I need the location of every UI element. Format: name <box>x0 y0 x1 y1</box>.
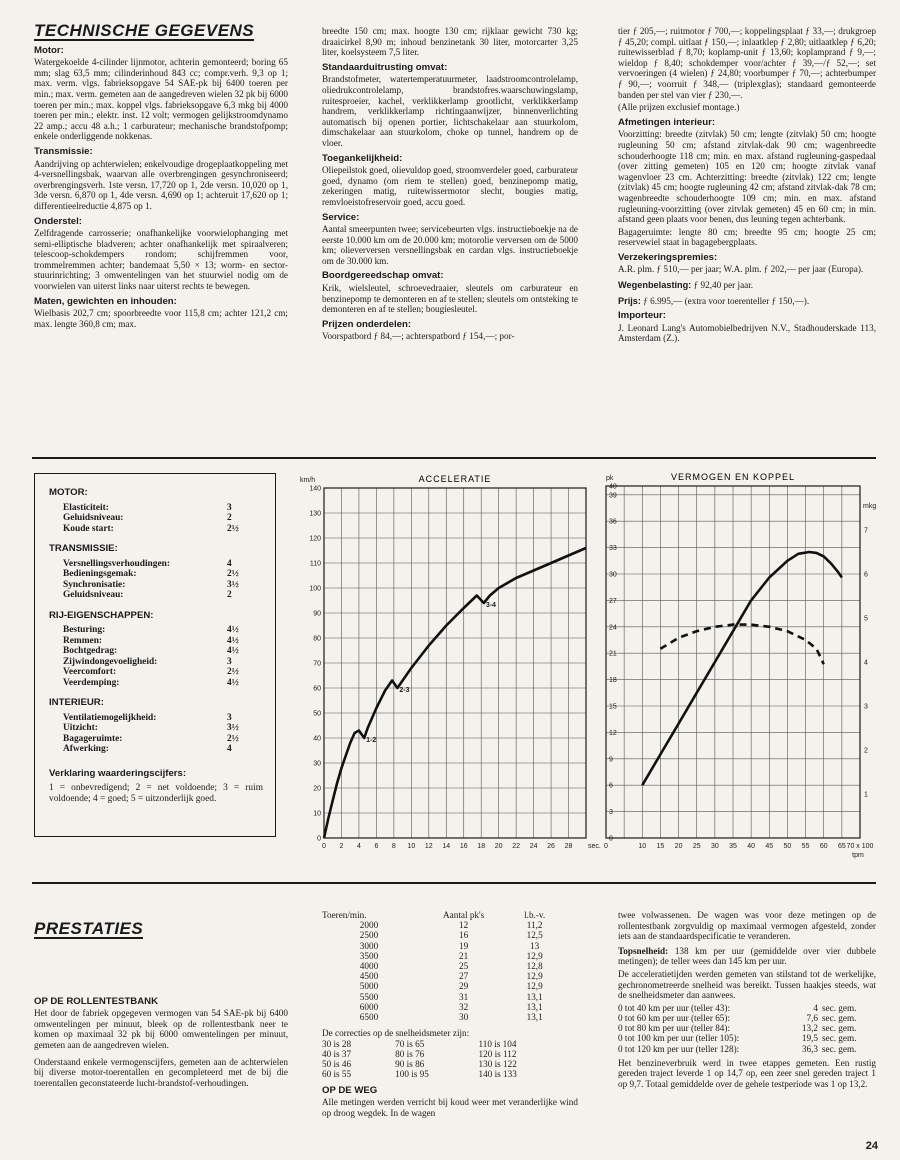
power-table-head-cell: Toeren/min. <box>322 910 367 920</box>
perf-col-3 <box>618 910 876 1092</box>
power-table-row <box>322 971 562 981</box>
gear-change-label: 1-2 <box>366 737 377 744</box>
rating-row <box>49 723 267 734</box>
x-tick-label: 0 <box>604 843 608 850</box>
rating-value: 3½ <box>227 723 239 733</box>
y-tick-label: 70 <box>313 660 321 668</box>
chart-title: ACCELERATIE <box>418 474 492 484</box>
x-tick-label: 20 <box>674 843 683 850</box>
acceleration-cell: 19,5 <box>801 1033 818 1044</box>
y-tick-label: 15 <box>609 703 617 711</box>
x-tick-label: 14 <box>442 843 451 850</box>
rollentest-para-2: Onderstaand enkele vermogenscijfers, gemeten aan de achterwielen bij diverse motor-toerentallen en gecompleteerd met de bij die toerentallen geconstateerde lucht-brandstof-verhoudingen. <box>34 1056 288 1088</box>
spec-para: A.R. plm. ƒ 510,— per jaar; W.A. plm. ƒ 202,— per jaar (Europa). <box>618 264 864 275</box>
spec-heading: Prijzen onderdelen: <box>322 318 412 330</box>
rating-value: 3½ <box>227 579 239 590</box>
power-torque-chart <box>596 466 896 864</box>
power-table-row <box>322 941 562 951</box>
power-table-cell: 2500 <box>359 930 379 941</box>
acceleration-row <box>618 1044 876 1054</box>
x-tick-label: 55 <box>801 843 810 850</box>
spec-para: tier ƒ 205,—; ruitmotor ƒ 700,—; koppelingsplaat ƒ 33,—; drukgroep ƒ 45,20; compl. uitlaat ƒ 150,—; inlaatklep ƒ 2,80; uitlaatklep ƒ 6,20; ruitewisserblad ƒ 8,70; koplamp-unit ƒ 13,60; koplamprand ƒ 9,—; wieldop ƒ 8,40; schokdemper voor/achter ƒ 39,—/ƒ 52,—; set vervoeringen (4 wielen) ƒ 24,80; voorbumper ƒ 70,—; achterbumper ƒ 90,—; voorruit ƒ 348,— (triplexglas); standaard gemonteerde banden per stel van vier ƒ 230,—. <box>618 26 876 100</box>
acceleration-cell: 0 tot 100 km per uur (teller 105): <box>618 1033 740 1044</box>
rating-label: Bochtgedrag: <box>63 646 118 656</box>
x-tick-label: 50 <box>783 843 792 850</box>
rating-row <box>49 713 267 724</box>
top-speed-para <box>618 946 876 967</box>
acceleration-intro: De acceleratietijden werden gemeten van stilstand tot de werkelijke, gechronometreerde snelheid was bereikt. Tussen haakjes steeds, wat de snelheidsmeter dan aanwees. <box>618 968 876 1001</box>
power-table-cell: 13,1 <box>526 991 543 1002</box>
tech-col-2-body <box>322 26 578 342</box>
x-tick-label: 24 <box>529 843 538 850</box>
power-table-cell: 11,2 <box>526 920 543 931</box>
acceleration-row <box>618 1033 876 1043</box>
y-axis-label: km/h <box>300 477 316 484</box>
correction-row <box>322 1059 572 1069</box>
x-tick-label: 6 <box>374 843 379 850</box>
y-tick-label: 30 <box>609 571 617 579</box>
x-tick-label: 26 <box>547 843 555 850</box>
rating-row <box>49 636 267 647</box>
rating-label: Zijwindongevoeligheid: <box>63 656 158 667</box>
power-table-cell: 29 <box>459 981 469 992</box>
rating-value: 2 <box>227 590 232 600</box>
y-tick-label: 9 <box>609 756 613 764</box>
acceleration-cell: 13,2 <box>801 1023 818 1034</box>
correction-row <box>322 1069 572 1079</box>
y-tick-label: 100 <box>309 585 321 593</box>
power-table-cell: 30 <box>459 1012 469 1023</box>
rating-row <box>49 646 267 657</box>
x-tick-label: 22 <box>512 843 521 850</box>
rating-group-title: TRANSMISSIE: <box>49 543 118 554</box>
spec-heading: Importeur: <box>618 310 666 322</box>
rating-group-title: MOTOR: <box>49 487 88 498</box>
power-table-cell: 6500 <box>359 1012 379 1023</box>
power-table-cell: 6000 <box>359 1001 379 1012</box>
y-tick-label: 39 <box>609 492 617 500</box>
road-para-1: Alle metingen werden verricht bij koud weer met veranderlijke wind op droog wegdek. In de wagen <box>322 1097 578 1118</box>
y-tick-label: 110 <box>309 560 321 568</box>
acceleration-cell: 7,6 <box>806 1012 818 1023</box>
chart-title: VERMOGEN EN KOPPEL <box>670 472 796 482</box>
power-table-row <box>322 992 562 1002</box>
rating-row <box>49 667 267 678</box>
spec-para: Watergekoelde 4-cilinder lijnmotor, achterin gemonteerd; boring 65 mm; slag 63,5 mm; cilinderinhoud 843 cc; compr.verh. 9,3 op 1; max. verm. vlgs. fabrieksopgave 54 SAE-pk bij 6400 toeren per min.; max. verm. gemeten aan de aangedreven wielen 32 pk bij 6000 toeren per min.; max. koppel vlgs. fabrieksopgave 6,3 mkg bij 4000 toeren per min.; elektr. inst. 12 volt; vermogen gelijkstroomdynamo 22 amp.; accu 48 a.h.; 1 carburateur; mechanische brandstofpomp; enkele onderliggende nokkenas. <box>34 57 288 142</box>
y-tick-label: 0 <box>317 835 321 843</box>
road-para-2: twee volwassenen. De wagen was voor deze metingen op de rollentestbank zorgvuldig op maximaal vermogen afgesteld, zonder iets aan de standaardspecificatie te veranderen. <box>618 910 876 942</box>
x-tick-label: 10 <box>407 843 416 850</box>
x-tick-label: 60 <box>819 843 828 850</box>
correction-row <box>322 1049 572 1059</box>
acceleration-cell: 0 tot 60 km per uur (teller 65): <box>618 1012 731 1023</box>
rating-value: 2½ <box>227 569 239 579</box>
y-tick-label: 36 <box>609 518 617 526</box>
y-tick-label: 12 <box>609 729 617 737</box>
rating-label: Elasticiteit: <box>63 502 109 513</box>
section-title-performance: PRESTATIES <box>34 919 144 938</box>
rating-value: 4½ <box>227 646 239 656</box>
x-tick-label: 2 <box>339 843 344 850</box>
acceleration-cell: sec. gem. <box>821 1012 857 1023</box>
rating-row <box>49 513 267 524</box>
x-tick-label: 30 <box>710 843 719 850</box>
y-right-tick-label: 5 <box>864 615 868 623</box>
correction-cell: 100 is 95 <box>395 1069 429 1080</box>
rating-row <box>49 503 267 514</box>
rating-label: Veerdemping: <box>63 677 120 688</box>
correction-cell: 40 is 37 <box>322 1049 352 1060</box>
rating-label: Uitzicht: <box>63 723 98 733</box>
fuel-consumption-para: Het benzineverbruik werd in twee etappes gemeten. Een rustig gereden traject leverde 1 op 14,7 op, een zeer snel gereden traject 1 op 9,7. Totaal gemiddelde over de gehele testperiode was 1 op 13,2. <box>618 1057 876 1089</box>
x-axis-label: sec. <box>588 843 601 850</box>
spec-para: Aantal smeerpunten twee; servicebeurten vlgs. instructieboekje na de eerste 10.000 km om de 20.000 km; motorolie verversen om de 5000 km; olieverversen versnellingsbak en cardan vlgs. instructieboekje om de 30.000 km. <box>322 224 578 266</box>
gear-change-label: 3-4 <box>485 602 496 609</box>
power-table-cell: 13,1 <box>526 1012 543 1023</box>
spec-heading: Boordgereedschap omvat: <box>322 270 444 282</box>
power-table-cell: 13 <box>530 940 540 951</box>
x-tick-label: 45 <box>765 843 774 850</box>
top-speed-label: Topsnelheid: <box>618 945 669 956</box>
bottom-divider <box>32 882 876 884</box>
spec-para: breedte 150 cm; max. hoogte 130 cm; rijklaar gewicht 730 kg; draaicirkel 8,90 m; inhoud benzinetank 30 liter, motorcarter 3,25 liter, koelsysteem 7,5 liter. <box>322 26 578 58</box>
spec-para: Brandstofmeter, watertemperatuurmeter, laadstroomcontrolelamp, oliedrukcontrolelamp, brandstofres.waarschuwingslamp, ruitesproeier, kachel, verklikkerlamp grootlicht, verklikkerlamp handrem, verklikkerlamp richtingaanwijzer, binnenverlichting automatisch bij openen portier, lichtschakelaar aan stuurkolom, dimschakelaar aan stuurkolom, choke op tunnel, handrem op de vloer. <box>322 74 578 148</box>
acceleration-chart <box>296 466 601 864</box>
road-heading: OP DE WEG <box>322 1084 378 1096</box>
power-table-cell: 25 <box>459 961 469 972</box>
acceleration-curve <box>324 548 586 838</box>
acceleration-times-table <box>618 1003 876 1054</box>
x-tick-label: 25 <box>692 843 701 850</box>
section-title-technical: TECHNISCHE GEGEVENS <box>34 21 255 40</box>
power-table-row <box>322 961 562 971</box>
rating-row <box>49 590 267 601</box>
power-table-cell: 13,1 <box>526 1001 543 1012</box>
spec-heading: Wegenbelasting: <box>618 280 692 291</box>
rating-label: Afwerking: <box>63 744 109 754</box>
y-right-tick-label: 4 <box>864 659 868 667</box>
x-tick-label: 65 <box>837 843 846 850</box>
y-tick-label: 10 <box>313 810 321 818</box>
power-table-cell: 5000 <box>359 981 379 992</box>
rating-group-title: INTERIEUR: <box>49 697 104 708</box>
rating-row <box>49 657 267 668</box>
spec-heading: Standaarduitrusting omvat: <box>322 61 448 73</box>
spec-para: Wielbasis 202,7 cm; spoorbreedte voor 115,8 cm; achter 121,2 cm; max. lengte 360,8 cm; max. <box>34 308 288 329</box>
y-axis-label: pk <box>606 475 614 482</box>
correction-cell: 50 is 46 <box>322 1059 352 1070</box>
rating-label: Ventilatiemogelijkheid: <box>63 712 157 723</box>
rating-value: 2½ <box>227 733 239 744</box>
power-table-cell: 12,9 <box>526 950 543 961</box>
spec-heading: Onderstel: <box>34 215 82 227</box>
rating-value: 2½ <box>227 667 239 677</box>
power-table-cell: 12,5 <box>526 930 543 941</box>
power-table-cell: 3500 <box>359 950 379 961</box>
spec-para: Bagageruimte: lengte 80 cm; breedte 95 cm; hoogte 25 cm; reservewiel staat in bagagebergplaats. <box>618 226 876 248</box>
x-tick-label: 28 <box>564 843 573 850</box>
spec-heading: Verzekeringspremies: <box>618 251 718 263</box>
spec-para: Oliepeilstok goed, olievuldop goed, stroomverdeler goed, carburateur goed, dynamo (om riem te stellen) goed, benzinepomp matig, zekeringen matig, ruitewissermotor slecht, bougies matig, remvloeistofreservoir goed, accu goed. <box>322 165 578 207</box>
rating-row <box>49 678 267 689</box>
power-table-cell: 31 <box>459 991 469 1002</box>
correction-cell: 80 is 76 <box>395 1049 425 1060</box>
spec-para: Voorspatbord ƒ 84,—; achterspatbord ƒ 154,—; por- <box>322 331 515 342</box>
rating-label: Remmen: <box>63 635 103 646</box>
power-table-cell: 12,8 <box>526 961 543 972</box>
y-tick-label: 3 <box>609 809 613 817</box>
rating-label: Besturing: <box>63 625 106 635</box>
acceleration-cell: 0 tot 120 km per uur (teller 128): <box>618 1043 740 1054</box>
spec-para <box>618 296 876 307</box>
perf-col-2 <box>322 910 578 1120</box>
power-table-row <box>322 981 562 991</box>
y-tick-label: 24 <box>609 624 617 632</box>
acceleration-cell: 36,3 <box>801 1043 818 1054</box>
rating-label: Geluidsniveau: <box>63 513 124 523</box>
rating-row <box>49 625 267 636</box>
rating-value: 4 <box>227 744 232 754</box>
spec-heading: Afmetingen interieur: <box>618 116 716 128</box>
x-axis-label: tpm <box>852 852 864 859</box>
rating-value: 3 <box>227 656 232 667</box>
y-right-axis-label: mkg <box>863 503 877 510</box>
torque-curve <box>660 625 823 665</box>
x-tick-label: 12 <box>424 843 433 850</box>
correction-cell: 110 is 104 <box>478 1038 517 1049</box>
power-table-cell: 4000 <box>359 961 379 972</box>
power-table-row <box>322 930 562 940</box>
y-tick-label: 18 <box>609 677 617 685</box>
correction-cell: 30 is 28 <box>322 1038 352 1049</box>
power-table-row <box>322 1012 562 1022</box>
tech-col-2 <box>322 26 578 344</box>
y-tick-label: 60 <box>313 685 321 693</box>
y-right-tick-label: 3 <box>864 703 868 711</box>
power-table-cell: 19 <box>459 940 469 951</box>
spec-heading: Transmissie: <box>34 145 93 157</box>
top-speed-text: 138 km per uur (gemiddelde over vier dubbele metingen); de teller wees dan 145 km per uur. <box>618 945 876 967</box>
x-tick-label: 18 <box>477 843 486 850</box>
rating-value: 4½ <box>227 625 239 635</box>
correction-cell: 130 is 122 <box>478 1059 517 1070</box>
y-tick-label: 30 <box>313 760 321 768</box>
y-tick-label: 27 <box>609 597 617 605</box>
power-table-cell: 16 <box>459 930 469 941</box>
y-tick-label: 21 <box>609 650 617 658</box>
correction-cell: 140 is 133 <box>478 1069 517 1080</box>
power-table-cell: 27 <box>459 971 469 982</box>
power-table-row <box>322 920 562 930</box>
rating-group-title: RIJ-EIGENSCHAPPEN: <box>49 609 154 621</box>
power-curve <box>642 552 842 785</box>
correction-cell: 60 is 55 <box>322 1069 352 1080</box>
acceleration-row <box>618 1003 876 1013</box>
y-right-tick-label: 6 <box>864 571 868 579</box>
x-tick-label: 40 <box>747 843 756 850</box>
rating-row <box>49 559 267 570</box>
correction-cell: 90 is 86 <box>395 1059 425 1070</box>
power-table-cell: 12 <box>459 920 469 931</box>
rollentest-heading: OP DE ROLLENTESTBANK <box>34 995 159 1007</box>
rating-value: 3 <box>227 502 232 513</box>
acceleration-cell: sec. gem. <box>821 1002 857 1013</box>
y-tick-label: 90 <box>313 610 321 618</box>
acceleration-row <box>618 1023 876 1033</box>
x-tick-label: 70 x 100 <box>846 843 874 850</box>
x-tick-label: 20 <box>494 843 503 850</box>
spec-para: Krik, wielsleutel, schroevedraaier, sleutels om carburateur en benzinepomp te demonteren en af te stellen; sleutels om ontsteking te demonteren en af te stellen; bougiesleutel. <box>322 283 578 315</box>
speedometer-correction-table <box>322 1039 572 1080</box>
spec-heading: Motor: <box>34 44 64 56</box>
gear-change-label: 2-3 <box>399 687 410 694</box>
power-table-row <box>322 1002 562 1012</box>
spec-para <box>618 280 876 291</box>
x-tick-label: 15 <box>656 843 665 850</box>
power-table-cell: 32 <box>459 1001 469 1012</box>
rating-label: Geluidsniveau: <box>63 590 124 600</box>
y-tick-label: 50 <box>313 710 321 718</box>
y-right-tick-label: 2 <box>864 747 868 755</box>
y-tick-label: 80 <box>313 635 321 643</box>
rating-value: 2 <box>227 513 232 523</box>
rating-value: 2½ <box>227 523 239 534</box>
rating-label: Versnellingsverhoudingen: <box>63 558 170 569</box>
ratings-box <box>34 473 276 837</box>
correction-cell: 120 is 112 <box>478 1049 517 1060</box>
correction-row <box>322 1039 572 1049</box>
rollentest-para-1: Het door de fabriek opgegeven vermogen van 54 SAE-pk bij 6400 omwentelingen per minuut, bleek op de rollentestbank neer te komen op maximaal 32 pk bij 6000 omwentelingen per minuut, gemeten aan de aangedreven wielen. <box>34 1008 288 1050</box>
power-table-row <box>322 951 562 961</box>
spec-heading: Maten, gewichten en inhouden: <box>34 295 177 307</box>
rating-value: 4 <box>227 558 232 569</box>
tech-col-3-body <box>618 26 876 344</box>
acceleration-cell: sec. gem. <box>821 1023 857 1034</box>
power-table-cell: 2000 <box>359 920 379 931</box>
spec-para: J. Leonard Lang's Automobielbedrijven N.V., Stadhouderskade 113, Amsterdam (Z.). <box>618 322 876 344</box>
rating-row <box>49 744 267 755</box>
rating-value: 4½ <box>227 677 239 688</box>
top-divider <box>32 457 876 459</box>
rating-label: Synchronisatie: <box>63 579 126 590</box>
rating-value: 3 <box>227 712 232 723</box>
power-table-head-cell: l.b.-v. <box>524 910 546 920</box>
y-tick-label: 20 <box>313 785 321 793</box>
rating-row <box>49 580 267 591</box>
spec-heading: Prijs: <box>618 295 641 306</box>
spec-heading: Service: <box>322 211 360 223</box>
rating-row <box>49 569 267 580</box>
power-table <box>322 910 562 1022</box>
y-tick-label: 33 <box>609 545 617 553</box>
tech-col-3 <box>618 26 876 346</box>
spec-heading: Toegankelijkheid: <box>322 152 403 164</box>
x-tick-label: 0 <box>322 843 326 850</box>
rating-value: 4½ <box>227 635 239 646</box>
x-tick-label: 35 <box>729 843 737 850</box>
rating-row <box>49 524 267 535</box>
acceleration-cell: 0 tot 40 km per uur (teller 43): <box>618 1002 731 1013</box>
perf-col-1 <box>34 919 288 1090</box>
x-tick-label: 10 <box>638 843 647 850</box>
correction-title: De correcties op de snelheidsmeter zijn: <box>322 1028 470 1039</box>
y-tick-label: 40 <box>609 483 617 491</box>
x-tick-label: 4 <box>356 843 361 850</box>
power-table-cell: 12,9 <box>526 971 543 982</box>
rating-row <box>49 734 267 745</box>
power-table-cell: 3000 <box>359 940 379 951</box>
y-tick-label: 130 <box>309 510 321 518</box>
acceleration-cell: sec. gem. <box>821 1043 857 1054</box>
spec-para: Aandrijving op achterwielen; enkelvoudige drogeplaatkoppeling met 4-versnellingsbak, waarvan alle overbrengingen gesynchroniseerd; overbrengingsverh. 1ste versn. 17,720 op 1, 2de versn. 10,020 op 1, 3de versn. 6,870 op 1, 4de versn. 4,690 op 1; achteruit 17,620 op 1; differentieelreductie 4,875 op 1. <box>34 158 288 211</box>
rating-label: Veercomfort: <box>63 667 117 677</box>
rating-label: Bagageruimte: <box>63 733 123 744</box>
power-table-cell: 5500 <box>359 991 379 1002</box>
y-tick-label: 120 <box>309 535 321 543</box>
tech-col-1 <box>34 21 288 331</box>
acceleration-cell: 0 tot 80 km per uur (teller 84): <box>618 1023 731 1034</box>
spec-text: ƒ 6.995,— (extra voor toerenteller ƒ 150,—). <box>640 295 810 306</box>
page-number: 24 <box>865 1140 878 1152</box>
spec-para: (Alle prijzen exclusief montage.) <box>618 102 740 113</box>
x-tick-label: 8 <box>391 843 396 850</box>
y-tick-label: 6 <box>609 782 613 790</box>
y-tick-label: 140 <box>309 485 321 493</box>
rating-legend-title: Verklaring waarderingscijfers: <box>49 767 187 779</box>
rating-legend-text: 1 = onbevredigend; 2 = net voldoende; 3 = ruim voldoende; 4 = goed; 5 = uitzonderlijk goed. <box>49 783 263 804</box>
spec-para: Zelfdragende carrosserie; onafhankelijke voorwielophanging met semi-elliptische bladveren; achter onafhankelijk met spiraalveren; telescoop-schokdempers rondom; schijfremmen voor, trommelremmen achter; bandemaat 5,50 × 13; worm- en sector-stuurinrichting; 3 omwentelingen van het stuurwiel nodig om de voorwielen van uiterst links naar uiterst rechts te bewegen. <box>34 228 288 292</box>
x-tick-label: 16 <box>459 843 468 850</box>
rating-label: Koude start: <box>63 523 114 534</box>
acceleration-row <box>618 1013 876 1023</box>
power-table-cell: 21 <box>459 950 469 961</box>
y-tick-label: 40 <box>313 735 321 743</box>
y-right-tick-label: 7 <box>864 527 868 535</box>
power-table-cell: 4500 <box>359 971 379 982</box>
acceleration-cell: 4 <box>813 1002 818 1013</box>
power-table-head-cell: Aantal pk's <box>443 910 485 920</box>
power-table-cell: 12,9 <box>526 981 543 992</box>
spec-text: ƒ 92,40 per jaar. <box>691 280 754 291</box>
correction-cell: 70 is 65 <box>395 1038 425 1049</box>
spec-para: Voorzitting: breedte (zitvlak) 50 cm; lengte (zitvlak) 50 cm; hoogte rugleuning 50 cm; afstand zitvlak-dak 90 cm; wagenbreedte schouderhoogte 118 cm; min. en max. afstand rugleuning-gaspedaal (over zitting gemeten) 105 en 120 cm; hoogte zitvlak vanaf wagenvloer 23 cm. Achterzitting: breedte (zitvlak) 122 cm; lengte (zitvlak) 45 cm; hoogte rugleuning 42 cm; afstand zitvlak-dak 78 cm; wagenbreedte schouderhoogte 109 cm; min. en max. afstand rugleuning-voorzitting (over zitvlak gemeten) 45 en 60 cm; in min. afstand geen plaats voor benen, dus leuning tegen achterbank. <box>618 129 876 225</box>
y-right-tick-label: 1 <box>864 791 868 799</box>
ratings-body <box>35 474 275 810</box>
rating-label: Bedieningsgemak: <box>63 569 137 579</box>
tech-col-1-body <box>34 46 288 330</box>
power-table-header <box>322 910 562 920</box>
y-tick-label: 0 <box>609 835 613 843</box>
acceleration-cell: sec. gem. <box>821 1033 857 1044</box>
